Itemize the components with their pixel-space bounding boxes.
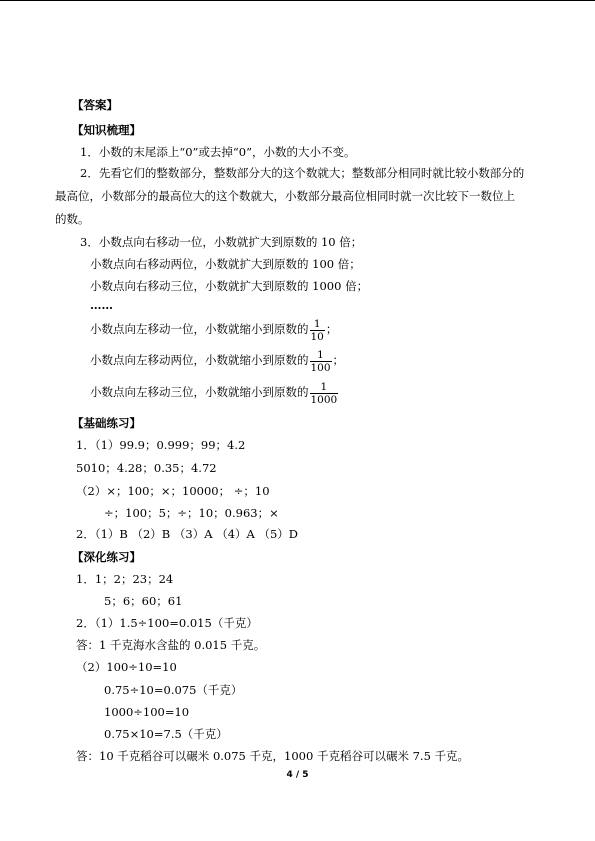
knowledge-point-3-line-3: 小数点向右移动三位，小数就扩大到原数的 1000 倍； [90,279,369,293]
page-number: 4 / 5 [286,770,309,780]
deep-line-2: 5；6；60；61 [104,594,183,608]
fraction-one-thousandth [310,381,339,406]
basic-line-1: 1．（1）99.9；0.999；99；4.2 [76,438,246,452]
knowledge-point-3-line-2: 小数点向右移动两位，小数就扩大到原数的 100 倍； [90,257,361,271]
deep-line-7: 1000÷100=10 [104,705,190,719]
fraction-numerator: 1 [317,348,324,361]
shift-left-three [90,378,339,406]
fraction-numerator: 1 [313,317,321,330]
deep-line-4: 答：1 千克海水含盐的 0.015 千克。 [76,638,266,652]
shift-left-one [90,315,337,343]
section-answer: 【答案】 [72,98,118,112]
deep-line-6: 0.75÷10=0.075（千克） [104,683,243,697]
header-rule [0,0,595,1]
fraction-denominator: 1000 [310,393,338,406]
deep-line-1: 1．1；2；23；24 [76,572,174,586]
deep-line-9: 答：10 千克稻谷可以碾米 0.075 千克，1000 千克稻谷可以碾米 7.5 千克。 [76,749,470,763]
shift-left-two-text: 小数点向左移动两位，小数就缩小到原数的 [90,353,309,367]
deep-line-3: 2．（1）1.5÷100=0.015（千克） [76,616,258,630]
knowledge-point-2-line-2: 最高位，小数部分的最高位大的这个数就大，小数部分最高位相同时就一次比较下一数位上 [55,189,515,203]
fraction-denominator: 10 [310,330,324,343]
fraction-denominator: 100 [310,361,331,374]
knowledge-point-2-line-1: 2．先看它们的整数部分，整数部分大的这个数就大；整数部分相同时就比较小数部分的 [80,166,525,180]
section-knowledge: 【知识梳理】 [72,123,141,137]
punctuation: ； [325,322,338,336]
knowledge-point-2-line-3: 的数。 [55,212,90,226]
ellipsis: …… [90,298,113,312]
section-deep: 【深化练习】 [72,550,141,564]
deep-line-5: （2）100÷10=10 [76,660,177,674]
fraction-one-hundredth [310,349,332,374]
shift-left-three-text: 小数点向左移动三位，小数就缩小到原数的 [90,385,309,399]
deep-line-8: 0.75×10=7.5（千克） [104,727,228,741]
basic-line-3: （2）×；100；×；10000； ÷；10 [76,484,270,498]
shift-left-two [90,346,344,374]
knowledge-point-3-line-1: 3．小数点向右移动一位，小数就扩大到原数的 10 倍； [80,235,363,249]
punctuation: ； [332,353,345,367]
shift-left-one-text: 小数点向左移动一位，小数就缩小到原数的 [90,322,309,336]
basic-line-2: 5010；4.28；0.35；4.72 [76,461,217,475]
basic-line-4: ÷；100；5；÷；10；0.963；× [104,506,279,520]
fraction-numerator: 1 [320,380,328,393]
basic-line-5: 2．（1）B （2）B （3）A （4）A （5）D [76,527,299,541]
fraction-one-tenth [310,318,325,343]
knowledge-point-1: 1．小数的末尾添上“0”或去掉“0”，小数的大小不变。 [80,145,356,159]
section-basic: 【基础练习】 [72,416,141,430]
